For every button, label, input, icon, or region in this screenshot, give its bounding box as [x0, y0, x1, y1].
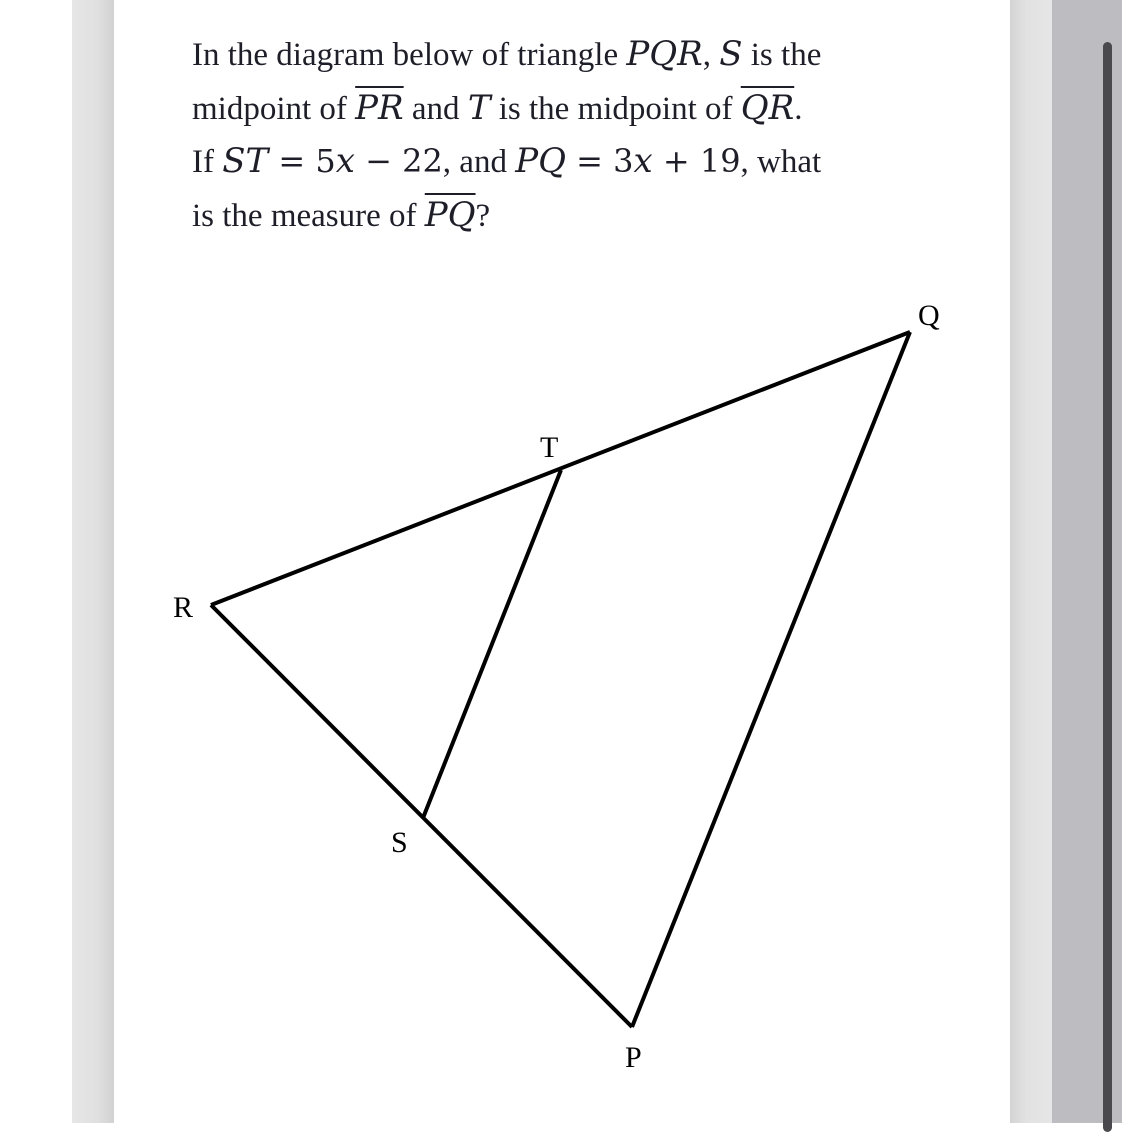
- question-text-segment: and: [403, 90, 468, 127]
- equation-part: = 3: [565, 142, 634, 180]
- variable-x: x: [335, 141, 355, 181]
- vertex-label-t: T: [540, 431, 559, 464]
- question-text-segment: is the: [742, 37, 822, 73]
- segment-pq-symbol: PQ: [515, 141, 566, 181]
- side-qp: [632, 332, 910, 1027]
- segment-pq-symbol: $\overline{PQ}$: [424, 194, 476, 235]
- equation-part: = 5: [268, 142, 336, 180]
- question-text-segment: , what: [740, 144, 822, 180]
- segment-qr-symbol: $\overline{QR}$: [740, 87, 795, 128]
- question-text-segment: midpoint of: [192, 90, 356, 127]
- vertex-label-s: S: [391, 826, 408, 859]
- variable-x: x: [633, 141, 653, 181]
- segment-st-symbol: ST: [222, 141, 269, 181]
- question-text-segment: is the measure of: [192, 197, 425, 234]
- question-text-segment: , and: [442, 144, 516, 180]
- vertex-label-r: R: [173, 591, 194, 624]
- equation-part: − 22: [354, 142, 443, 180]
- triangle-figure: [211, 332, 910, 1027]
- question-text-segment: ,: [702, 37, 720, 73]
- question-text-segment: In the diagram below of triangle: [192, 37, 627, 73]
- triangle-name: PQR: [626, 34, 703, 74]
- point-t-symbol: T: [467, 87, 491, 128]
- midsegment-st: [423, 470, 561, 818]
- equation-part: + 19: [652, 142, 741, 180]
- side-pr: [211, 605, 632, 1027]
- vertex-label-p: P: [625, 1041, 642, 1074]
- question-text-segment: is the midpoint of: [490, 90, 741, 127]
- point-s-symbol: S: [719, 34, 743, 74]
- question-text-segment: .: [794, 90, 803, 127]
- side-rq: [211, 332, 910, 605]
- question-text-segment: If: [192, 144, 223, 180]
- question-text-segment: ?: [475, 197, 491, 234]
- vertex-label-q: Q: [918, 299, 940, 332]
- segment-pr-symbol: $\overline{PR}$: [355, 87, 404, 128]
